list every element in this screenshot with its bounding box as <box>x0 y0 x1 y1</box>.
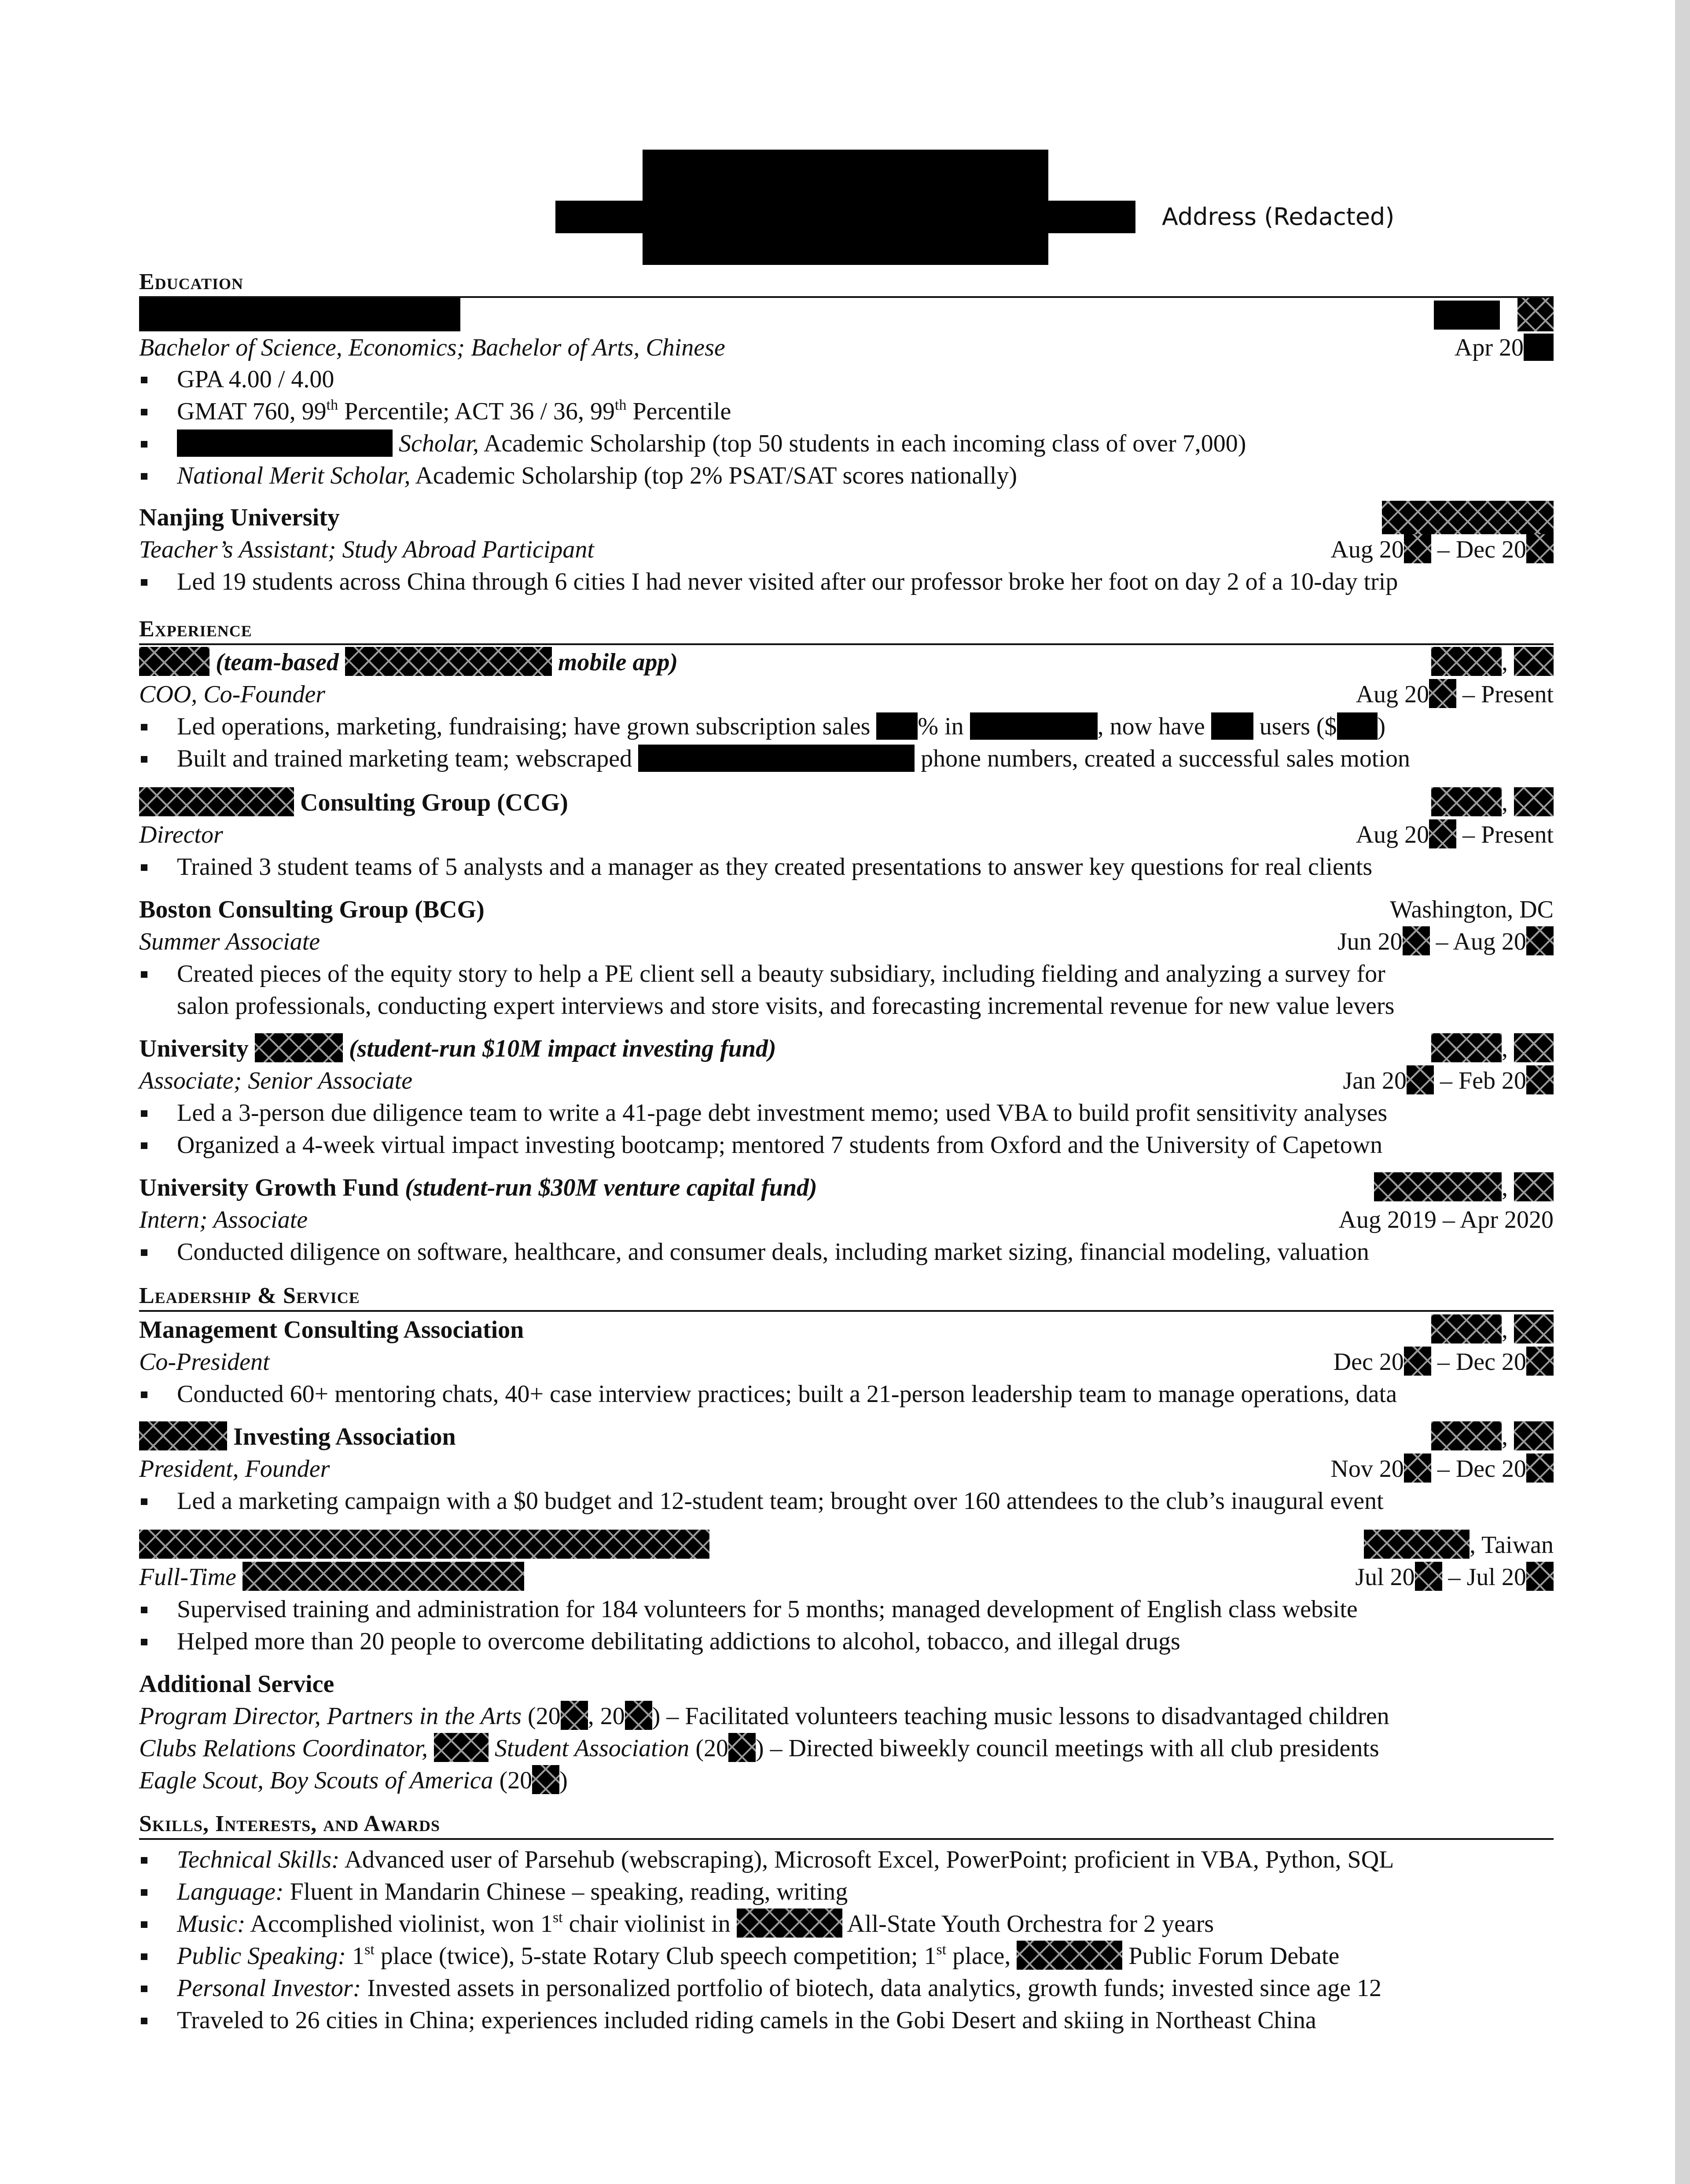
list-item: Public Speaking: 1st place (twice), 5-state Rotary Club speech competition; 1st place, Public Forum Debate <box>139 1940 1554 1972</box>
section-experience-title: Experience <box>139 617 252 642</box>
list-item: Conducted diligence on software, healthcare, and consumer deals, including market sizing, financial modeling, valuation <box>139 1236 1554 1268</box>
list-item: Traveled to 26 cities in China; experiences included riding camels in the Gobi Desert and skiing in Northeast China <box>139 2004 1554 2037</box>
job-role-line: COO, Co-Founder Aug 20 – Present <box>139 679 1554 711</box>
list-item: Language: Fluent in Mandarin Chinese – speaking, reading, writing <box>139 1876 1554 1908</box>
redacted-location <box>1434 298 1554 331</box>
job-role-line: Director Aug 20 – Present <box>139 819 1554 851</box>
job-title-line: University (student-run $10M impact investing fund) , <box>139 1033 1554 1065</box>
section-rule <box>139 1838 1554 1840</box>
list-item-continuation: salon professionals, conducting expert interviews and store visits, and forecasting incremental revenue for new value levers <box>177 992 1395 1020</box>
org-role-line: President, Founder Nov 20 – Dec 20 <box>139 1453 1554 1485</box>
redacted-company <box>139 647 209 676</box>
list-item: Led operations, marketing, fundraising; have grown subscription sales % in , now have users ($ ) <box>139 711 1554 743</box>
job-title-line: University Growth Fund (student-run $30M venture capital fund) , <box>139 1172 1554 1204</box>
list-item: Scholar, Academic Scholarship (top 50 students in each incoming class of over 7,000) <box>139 428 1554 460</box>
list-item: Built and trained marketing team; webscraped phone numbers, created a successful sales motion <box>139 743 1554 775</box>
additional-service-title: Additional Service <box>139 1670 334 1698</box>
section-leadership-title: Leadership & Service <box>139 1283 360 1308</box>
additional-service-line: Clubs Relations Coordinator, Student Association (20 ) – Directed biweekly council meetings with all club presidents <box>139 1733 1554 1765</box>
additional-service-line: Program Director, Partners in the Arts (20 , 20 ) – Facilitated volunteers teaching music lessons to disadvantaged children <box>139 1700 1554 1733</box>
redacted-text <box>177 429 393 457</box>
list-item: Personal Investor: Invested assets in personalized portfolio of biotech, data analytics, growth funds; invested since age 12 <box>139 1972 1554 2004</box>
list-item: Helped more than 20 people to overcome debilitating addictions to alcohol, tobacco, and illegal drugs <box>139 1626 1554 1658</box>
section-rule <box>139 643 1554 645</box>
job-title-line: Boston Consulting Group (BCG) Washington, DC <box>139 896 1554 923</box>
list-item: Conducted 60+ mentoring chats, 40+ case interview practices; built a 21-person leadership team to manage operations, data <box>139 1378 1554 1410</box>
list-item: Led a 3-person due diligence team to write a 41-page debt investment memo; used VBA to build profit sensitivity analyses <box>139 1097 1554 1129</box>
school-name-line <box>139 502 1554 534</box>
additional-service-line: Eagle Scout, Boy Scouts of America (20 ) <box>139 1765 1554 1797</box>
job-title-line: (team-based mobile app) , <box>139 646 1554 679</box>
list-item: Technical Skills: Advanced user of Parsehub (webscraping), Microsoft Excel, PowerPoint; proficient in VBA, Python, SQL <box>139 1844 1554 1876</box>
list-item: Led 19 students across China through 6 cities I had never visited after our professor broke her foot on day 2 of a 10-day trip <box>139 566 1554 598</box>
section-rule <box>139 1310 1554 1312</box>
degree: Bachelor of Science, Economics; Bachelor of Arts, Chinese <box>139 334 725 361</box>
redacted-contact-left <box>555 201 1135 233</box>
section-skills-title: Skills, Interests, and Awards <box>139 1811 441 1836</box>
job-title-line: Consulting Group (CCG) , <box>139 787 1554 819</box>
list-item: Led a marketing campaign with a $0 budget and 12-student team; brought over 160 attendees to the club’s inaugural event <box>139 1485 1554 1517</box>
list-item: Music: Accomplished violinist, won 1st chair violinist in All-State Youth Orchestra for 2 years <box>139 1908 1554 1940</box>
redacted-school-name <box>139 298 460 331</box>
list-item: GPA 4.00 / 4.00 <box>139 363 1554 396</box>
org-title-line: Management Consulting Association , <box>139 1314 1554 1346</box>
list-item: GMAT 760, 99th Percentile; ACT 36 / 36, 99th Percentile <box>139 396 1554 428</box>
list-item: National Merit Scholar, Academic Scholarship (top 2% PSAT/SAT scores nationally) <box>139 460 1554 492</box>
org-role-line: Co-President Dec 20 – Dec 20 <box>139 1346 1554 1378</box>
org-role-line: Full-Time Jul 20 – Jul 20 <box>139 1561 1554 1593</box>
list-item: Created pieces of the equity story to help a PE client sell a beauty subsidiary, including fielding and analyzing a survey for <box>139 958 1554 990</box>
org-title-line: Investing Association , <box>139 1421 1554 1453</box>
list-item: Supervised training and administration for 184 volunteers for 5 months; managed development of English class website <box>139 1593 1554 1626</box>
list-item: Trained 3 student teams of 5 analysts and a manager as they created presentations to answer key questions for real clients <box>139 851 1554 883</box>
job-role-line: Associate; Senior Associate Jan 20 – Feb 20 <box>139 1065 1554 1097</box>
school-role-line: Teacher’s Assistant; Study Abroad Participant Aug 20 – Dec 20 <box>139 534 1554 566</box>
header-address: Address (Redacted) <box>1162 203 1395 231</box>
education-degree-line <box>139 332 1554 364</box>
redacted-location <box>1382 501 1554 534</box>
org-title-line: , Taiwan <box>139 1529 1554 1561</box>
degree-date: Apr 20 <box>1455 332 1554 364</box>
section-education-title: Education <box>139 269 244 294</box>
school-name: Nanjing University <box>139 504 340 531</box>
job-role-line: Summer Associate Jun 20 – Aug 20 <box>139 926 1554 958</box>
job-role-line: Intern; Associate Aug 2019 – Apr 2020 <box>139 1206 1554 1233</box>
list-item: Organized a 4-week virtual impact investing bootcamp; mentored 7 students from Oxford and the University of Capetown <box>139 1129 1554 1161</box>
